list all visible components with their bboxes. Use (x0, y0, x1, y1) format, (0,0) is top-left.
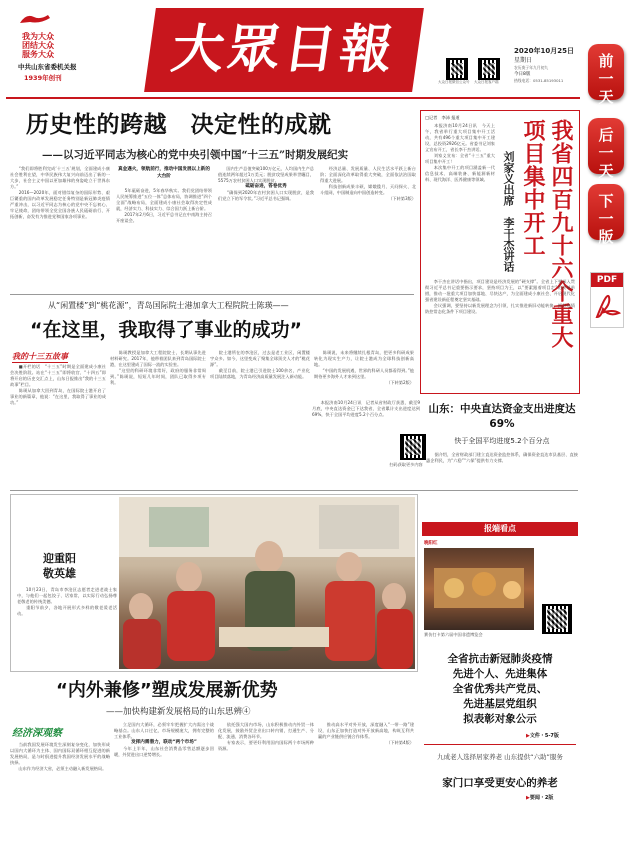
story4-body-col2: 立足国内大循环，必须牢牢把握扩大内需这个战略基点。山东人口过亿，市场规模庞大，拥有完整的工业体系。 发挥内需潜力，联动“两个市场” 今年上半年，山东社会消费品零售总额逐步回暖，外贸进出口逆势增长。 (114, 722, 214, 757)
sidebar-photo-illustration (424, 548, 534, 630)
sidebar-ref-1-text: 文件・5-7版 (529, 733, 559, 739)
slogan-3: 服务大众 (22, 50, 54, 59)
sidebar-photo-caption: 赛仿打卡第六届中国非遗博览会 (424, 632, 483, 637)
slogan-2: 团结大众 (22, 41, 54, 50)
lead-body-col3: 国内生产总值突破100万亿元，人均国内生产总值连续两年超过1万美元；脱贫攻坚成果举世瞩目，5575万农村贫困人口实现脱贫。 砥砺奋进，答卷优秀 “确保到2020年农村贫困人口实现脱贫，是我们党立下的军令状。”习近平总书记强调。 (218, 166, 314, 201)
sidebar-tag: 晚阳红 (424, 541, 438, 546)
qr-caption-app: 大众日报客户端 (474, 80, 499, 84)
story2-column-tag: 我的十三五故事 (12, 351, 68, 361)
photo-people-illustration (119, 497, 415, 669)
publisher: 中共山东省委机关报 (18, 63, 77, 71)
ref-arrow-icon: ▶ (526, 733, 530, 739)
small-logo (18, 10, 52, 24)
newspaper-page (6, 4, 580, 840)
story3-qr-caption: 扫码获取更多内容 (389, 462, 423, 467)
sidebar-ref-1 (526, 732, 559, 739)
prev-day-button[interactable] (588, 44, 624, 106)
weekday: 星期日 (514, 57, 533, 64)
sidebar-headline-4: 先进基层党组织 (463, 698, 537, 710)
photo-block (10, 494, 418, 672)
next-page-label: 下一版 (598, 192, 614, 246)
qr-code-wechat (446, 58, 468, 80)
founded: 1939年创刊 (24, 74, 62, 82)
story4-subtitle: 发挥内需潜力，联动“两个市场” (131, 740, 197, 745)
sidebar-header (422, 522, 578, 536)
lead-body-col2: 5年砥砺奋进，5年春华秋实。我们党团结带领人民统筹推进“五位一体”总体布局，协调推进“四个全面”战略布局，全面建成小康社会取得决定性成就，经济实力、科技实力、综合国力跃上新台阶。 2017年2月6日，习近平总书记在中南海主持召开座谈会。 (116, 188, 212, 223)
sidebar-headline (422, 652, 578, 727)
story2-kicker: 从“闲置楼”到“桃花源”，青岛国际院士港加拿大工程院院士陈瑛—— (48, 301, 289, 310)
story3-body-left: 本报济南10月24日讯 记者从省财政厅获悉，截至9月底，中央直达资金已下达我省，全省累计支出进度达到69%，快于全国平均进度5.2个百分点。 (312, 400, 420, 417)
lead-body-col1: “我们即将胜利完成‘十三五’规划，全面建成小康社会胜利在望，中华民族伟大复兴向前迈出了新的一大步，社会主义中国以更加雄伟的身姿屹立于世界东方。” 2016—2020年，面对错综复杂的国际形势、艰巨繁重的国内改革发展稳定任务特别是新冠肺炎疫情严重冲击，以习近平同志为核心的党中央不忘初心、牢记使命，团结带领全党全国各族人民砥砺前行、开拓创新，奋发有为推进党和国家各项事业。 (10, 166, 110, 219)
story2-headline: “在这里，我取得了事业的成功” (30, 319, 302, 341)
story3-sub: 快于全国平均进度5.2个百分点 (454, 437, 550, 445)
divider-2 (10, 490, 578, 491)
lead-body-col4: 经济总量、发展质量、人民生活水平跃上新台阶；全面深化改革取得重大突破，全面依法治国取得重大进展。 科技创新成果丰硕，嫦娥揽月、天问探火、北斗组网，中国制造向中国创造转变。 （下转第3版） (320, 166, 416, 201)
story4-sub: ——加快构建新发展格局的山东思辨④ (106, 707, 251, 717)
masthead-rule (6, 97, 580, 99)
lead-subtitle-2: 砥砺奋进，答卷优秀 (245, 184, 287, 189)
story4-body-col3: 依托强大国内市场，山东积极推动内外贸一体化发展，鼓励外贸企业出口转内销，打通生产、分配、流通、消费各环节。 专家表示，要更好利用国内国际两个市场两种资源。 (218, 722, 314, 751)
story4-column-tag: 经济深观察 (12, 728, 62, 739)
slogan-1: 我为大众 (22, 32, 54, 41)
sidebar-ref-2-text: 要闻・2版 (529, 795, 554, 801)
sidebar-teaser-sub: 九成老人选择居家养老 山东提供“六助”服务 (437, 753, 563, 761)
sidebar-headline-1: 全省抗击新冠肺炎疫情 (447, 653, 553, 665)
date-block (514, 46, 578, 84)
adobe-pdf-icon (591, 287, 623, 325)
masthead-logo: 大眾日報 (144, 8, 424, 92)
lead-subtitle-1: 真金遇火，领航前行，推动中国发展以上新的大台阶 (118, 167, 210, 179)
pdf-label: PDF (591, 273, 623, 287)
right-box-body-top: 本报济南10月24日讯 今天上午，我省举行重大项目集中开工活动，共有496个重大项目集中开工建设，总投资2926亿元。省委书记刘家义宣布开工，省长李干杰讲话。 刘家义宣布：全省“十三五”重大项目集中开工！ 本次集中开工的项目涵盖新一代信息技术、高端装备、新能源新材料、现代海洋、医养健康等领域。 (425, 123, 495, 182)
issue-date: 2020年10月25日 (514, 47, 574, 55)
story3-headline: 山东：中央直达资金支出进度达69% (428, 403, 576, 430)
sidebar-headline-3: 全省优秀共产党员、 (452, 683, 548, 695)
hotline: 热线电话：0531-85193011 (514, 78, 564, 83)
story4-body-col4: 推动高水平对外开放，深度融入“一带一路”建设，山东正加快打造对外开放新高地，构筑互利共赢的产业链供应链合作体系。 （下转第4版） (318, 722, 414, 745)
swan-logo-icon (18, 11, 52, 25)
next-day-button[interactable] (588, 118, 624, 180)
story4-headline: “内外兼修”塑成发展新优势 (56, 680, 278, 701)
right-box-title: 我省四百九十六个重大项目集中开工 (520, 119, 574, 349)
right-box-byline: 刘家义出席 李干杰讲话 (502, 151, 515, 272)
photo-caption-title: 迎重阳敬英雄 (43, 552, 76, 580)
sidebar-teaser-headline: 家门口享受更安心的养老 (442, 777, 558, 789)
lunar-date: 农历庚子年九月初九 (514, 65, 549, 70)
sidebar-qr-code (542, 604, 572, 634)
news-photo (119, 497, 415, 669)
qr-caption-wechat: 大众日报微信公众号 (438, 80, 470, 84)
story3-body-bottom: 据介绍，全省财政部门建立直达资金监控体系，确保资金直达市县基层、直接惠企利民，为“六稳”“六保”提供有力支撑。 (426, 452, 578, 463)
story2-body-col1: ■开栏的话 “十三五”时期是全面建成小康社会决胜阶段。站在“十三五”即将收官、“十四五”即将开启的历史交汇点上，山东日报推出“我的十三五故事”栏目。 陈瑛从加拿大回到青岛，在国际院士港开启了事业的新篇章，他说：“在这里，我取得了事业的成功。” (10, 364, 106, 405)
sidebar-headline-2: 先进个人、先进集体 (452, 668, 548, 680)
ref-arrow-icon-2: ▶ (526, 795, 530, 801)
next-page-button[interactable] (588, 184, 624, 246)
story2-body-col3: 院士港所在的李沧区，过去是老工业区，闲置楼宇众多。如今，这里变成了聚集全球顶尖人才的“桃花源”。 截至目前，院士港已引进院士100余名，产业化项目陆续落地，为青岛经济高质量发展注入新动能。 (210, 350, 310, 379)
story3-qr-code (400, 434, 426, 460)
sidebar-divider (424, 744, 576, 745)
pdf-download-button[interactable] (590, 272, 624, 328)
lead-subhead: ——以习近平同志为核心的党中央引领中国“十三五”时期发展纪实 (42, 149, 349, 161)
story4-body-col1: 当前我国发展环境发生深刻复杂变化，加快形成以国内大循环为主体、国内国际双循环相互促进的新发展格局，是与时俱进提升我国经济发展水平的战略抉择。 山东作为经济大省，必须主动融入新发展格局。 (10, 742, 110, 771)
right-box (420, 110, 580, 394)
page-count: 今日8版 (514, 72, 531, 77)
prev-day-label: 前一天 (598, 52, 614, 106)
lead-headline: 历史性的跨越 决定性的成就 (26, 112, 332, 138)
sidebar-headline-5: 拟表彰对象公示 (463, 713, 537, 725)
right-box-reporter: □记者 李沛 报道 (425, 115, 460, 120)
story2-body-col2: 陈瑛教授是加拿大工程院院士，长期从事先进材料研究。2017年，他带着团队来到青岛国际院士港，在这里建成了国际一流的实验室。 “这里的科研环境非常好，政府的服务非常周到。”陈瑛说，短短几年时间，团队已取得多项专利。 (110, 350, 206, 385)
sidebar-header-text: 报端看点 (484, 524, 516, 533)
sidebar-ref-2 (526, 794, 553, 801)
right-box-body-bottom: 李干杰在讲话中指出，项目建设是经济发展的“硬支撑”。全省上下要深入贯彻习近平总书记重要指示要求，坚持项目为王，以“要素跟着项目走”的改革举措，推动一批重大项目加快落地、尽快达产，为全面建成小康社会、开启现代化强省建设新征程奠定坚实基础。 会议强调，要坚持以新发展理念为引领，扎实推进新旧动能转换，抓好疫情防控常态化条件下项目建设。 (425, 279, 575, 314)
qr-code-app (478, 58, 500, 80)
divider-1 (10, 294, 414, 295)
photo-caption-body: 10月23日，青岛市李沧区志愿者走进老战士家中，与他们一起包饺子、话家常，以实际行动弘扬尊老敬老的传统美德。 重阳节前夕，各地开展形式多样的敬老爱老活动。 (17, 587, 117, 616)
story2-body-col4: 陈瑛说，未来将继续扎根青岛，把更多科研成果转化为现实生产力，让院士港成为全球科技创新高地。 “中国的发展机遇，世界的科研人员都看得到。”他期待更多海外人才来到这里。 （下转第2版） (314, 350, 414, 385)
next-day-label: 后一天 (598, 126, 614, 180)
sidebar-photo (424, 548, 534, 630)
slogans (22, 32, 82, 59)
